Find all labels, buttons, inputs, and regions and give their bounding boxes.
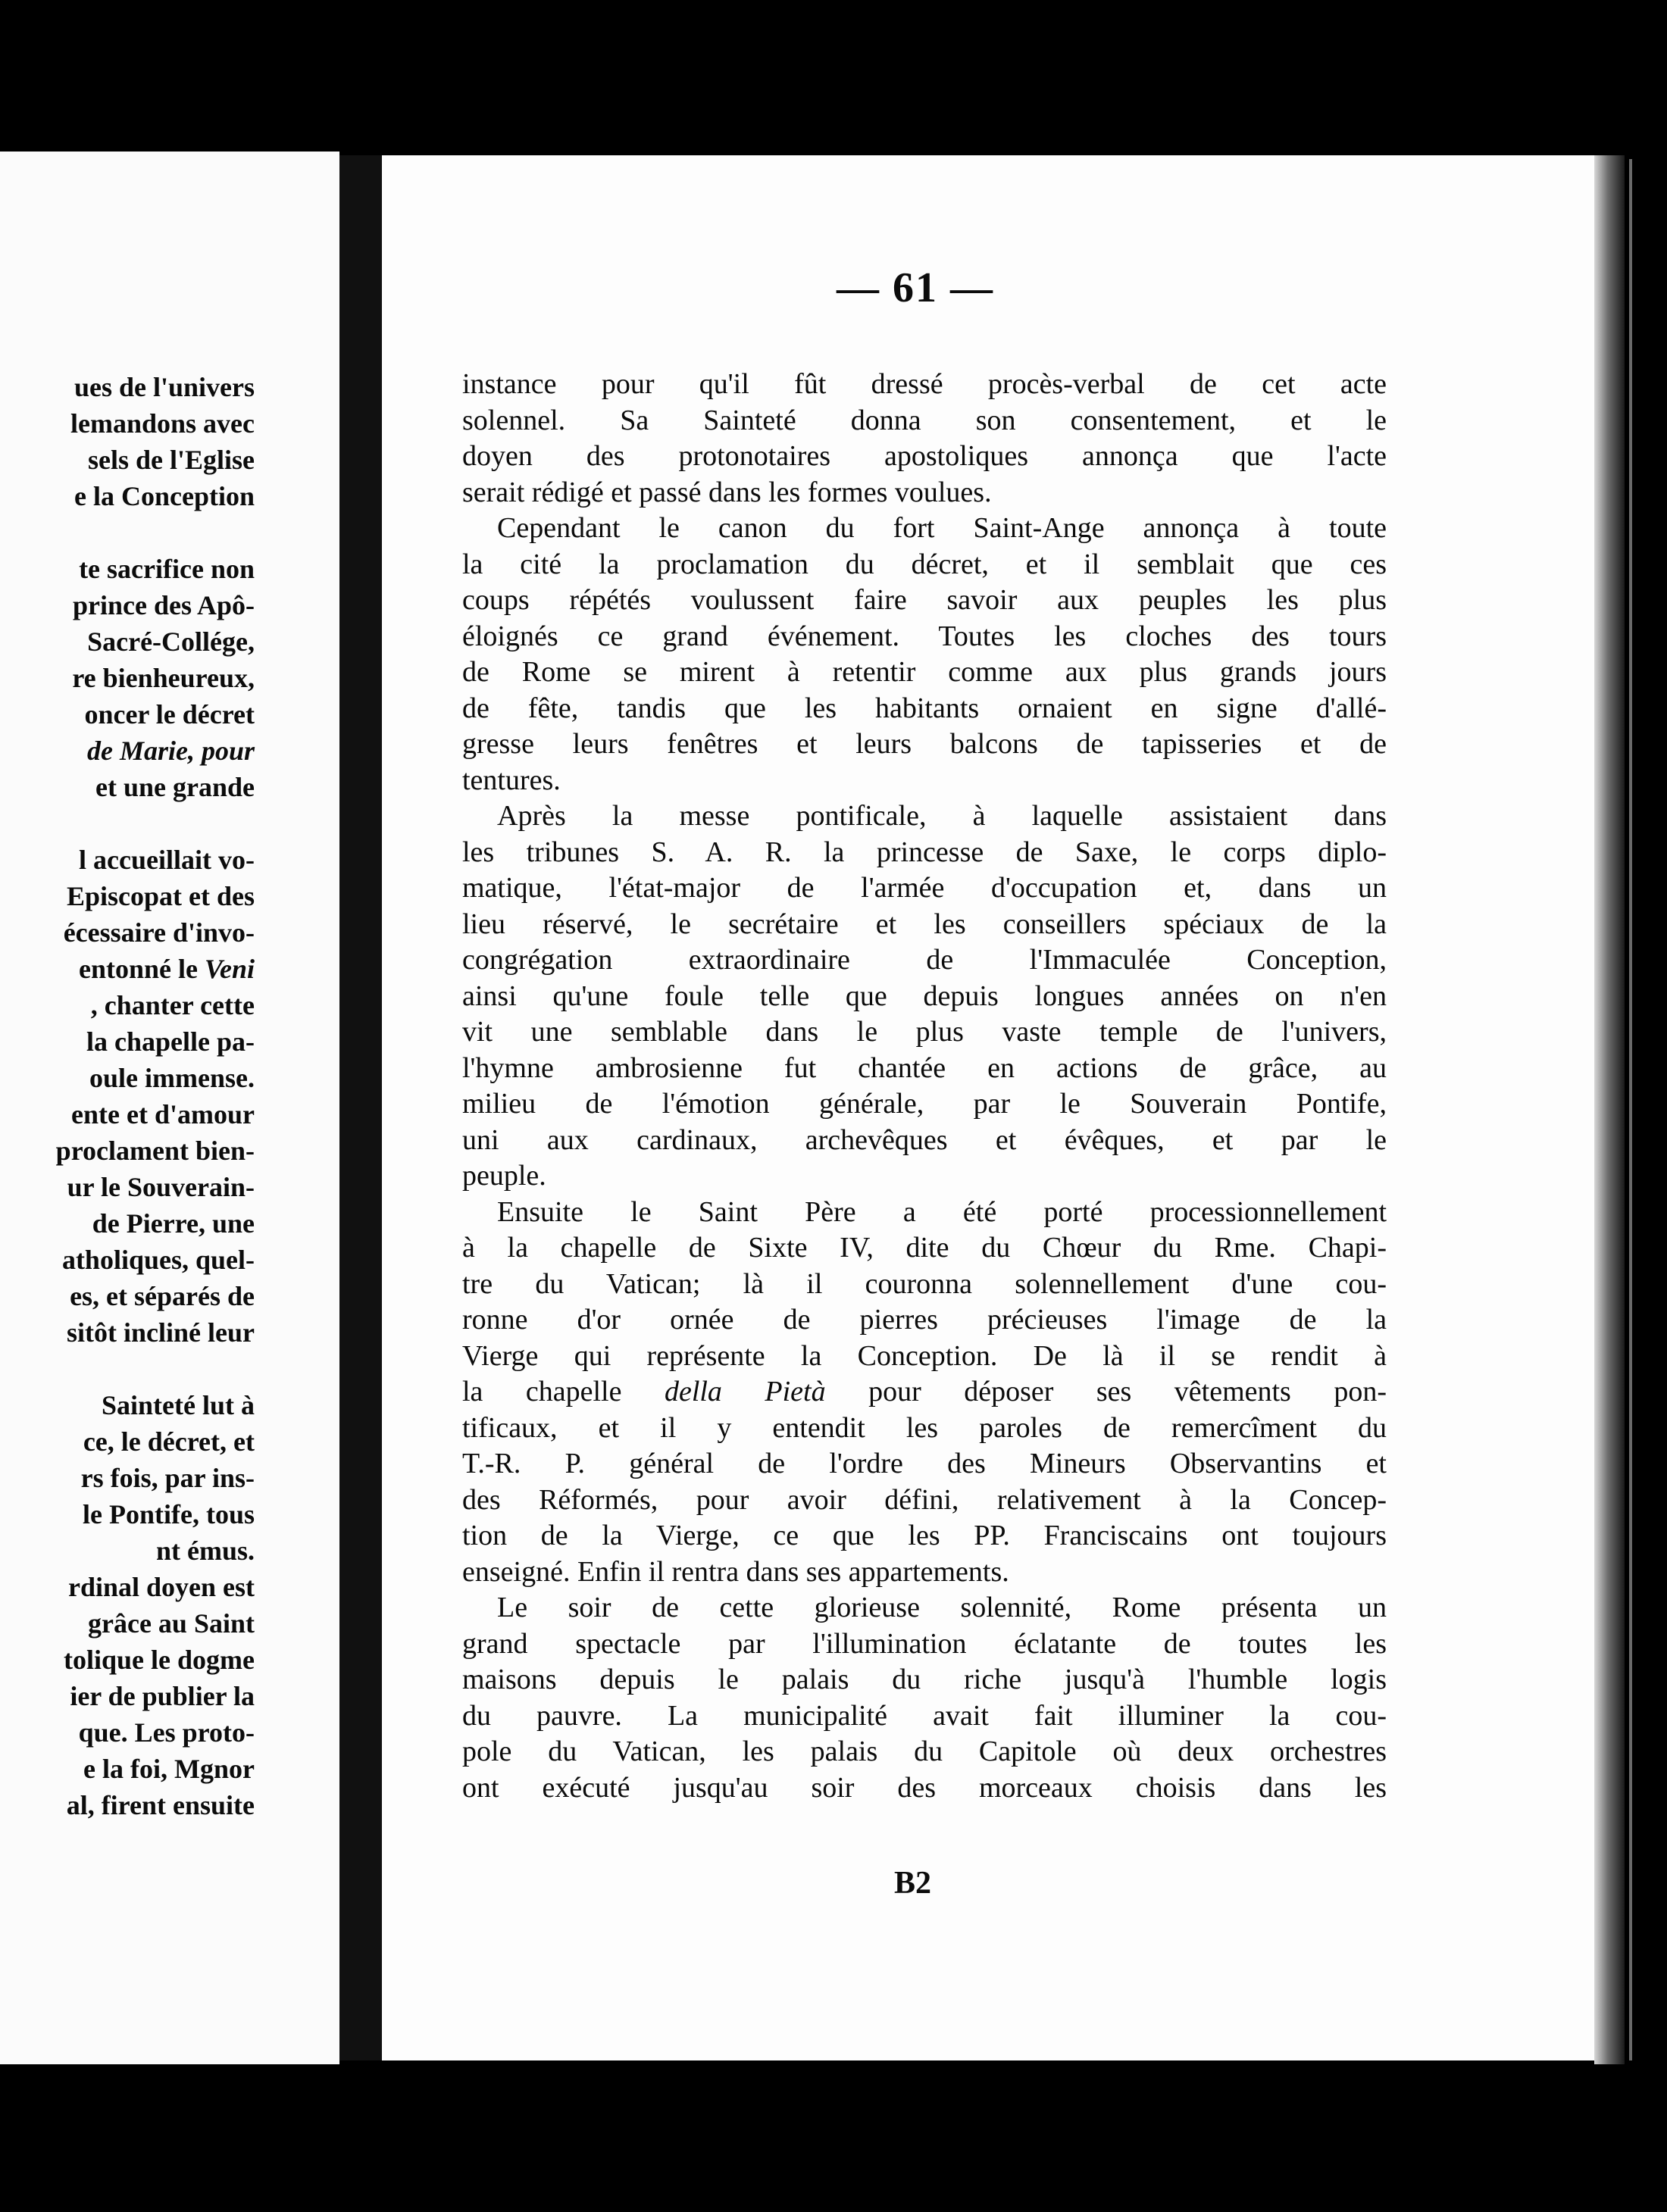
text-line: ronne d'or ornée de pierres précieuses l'image de la (462, 1304, 1387, 1336)
left-line: écessaire d'invo- (63, 917, 255, 948)
left-line: atholiques, quel- (61, 1245, 255, 1275)
text-line: ainsi qu'une foule telle que depuis longues années on n'en (462, 979, 1387, 1012)
text-line: du pauvre. La municipalité avait fait illuminer la cou- (462, 1699, 1387, 1732)
left-line: oule immense. (89, 1063, 255, 1093)
left-line: nt émus. (155, 1536, 255, 1566)
text-line: ont exécuté jusqu'au soir des morceaux choisis dans les (462, 1771, 1387, 1804)
text-line: de Rome se mirent à retentir comme aux plus grands jours (462, 656, 1387, 688)
text-line: Cependant le canon du fort Saint-Ange annonça à toute (497, 512, 1387, 544)
page-body (462, 367, 1387, 1806)
left-line: Sainteté lut à (102, 1390, 255, 1420)
left-page-text (0, 152, 255, 1820)
text-line: doyen des protonotaires apostoliques annonça que l'acte (462, 440, 1387, 472)
text-line: coups répétés voulussent faire savoir aux peuples les plus (462, 584, 1387, 616)
text-line: Vierge qui représente la Conception. De là il se rendit à (462, 1339, 1387, 1372)
left-line: al, firent ensuite (66, 1790, 255, 1820)
left-line: rdinal doyen est (67, 1572, 255, 1602)
left-line: ente et d'amour (71, 1099, 255, 1129)
left-line: Episcopat et des (66, 881, 255, 911)
left-line: la chapelle pa- (86, 1026, 255, 1057)
left-line: e la Conception (74, 481, 255, 511)
text-line: des Réformés, pour avoir défini, relativement à la Concep- (462, 1483, 1387, 1516)
text-line: gresse leurs fenêtres et leurs balcons de tapisseries et de (462, 728, 1387, 760)
text-line: de fête, tandis que les habitants ornaient en signe d'allé- (462, 692, 1387, 724)
text-line: grand spectacle par l'illumination éclatante de toutes les (462, 1627, 1387, 1660)
text-line: à la chapelle de Sixte IV, dite du Chœur du Rme. Chapi- (462, 1232, 1387, 1264)
left-line: de Marie, pour (86, 736, 255, 766)
signature-mark: B2 (894, 1866, 932, 1901)
text-line: milieu de l'émotion générale, par le Souverain Pontife, (462, 1088, 1387, 1120)
left-line: et une grande (95, 772, 255, 802)
text-line: maisons depuis le palais du riche jusqu'à l'humble logis (462, 1664, 1387, 1695)
page-edge-line (1629, 159, 1632, 2060)
text-line: éloignés ce grand événement. Toutes les cloches des tours (462, 620, 1387, 652)
left-line: ues de l'univers (73, 372, 255, 402)
text-line: peuple. (462, 1160, 546, 1192)
left-line: le Pontife, tous (83, 1499, 255, 1529)
text-line: Le soir de cette glorieuse solennité, Rome présenta un (497, 1592, 1387, 1623)
text-line: vit une semblable dans le plus vaste temple de l'univers, (462, 1016, 1387, 1048)
text-line: les tribunes S. A. R. la princesse de Saxe, le corps diplo- (462, 836, 1387, 868)
left-line: sels de l'Eglise (87, 445, 255, 475)
left-line: ier de publier la (70, 1681, 255, 1711)
left-line: entonné le Veni (78, 954, 255, 984)
text-line: pole du Vatican, les palais du Capitole où deux orchestres (462, 1736, 1387, 1767)
left-line: ce, le décret, et (83, 1426, 255, 1457)
left-line: grâce au Saint (88, 1608, 255, 1639)
book-gutter (339, 155, 382, 2060)
text-line: solennel. Sa Sainteté donna son consentement, et le (462, 404, 1387, 436)
page-edge-shadow (1594, 155, 1625, 2064)
left-line: Sacré-Collége, (87, 626, 255, 657)
left-line: tolique le dogme (64, 1645, 255, 1675)
text-line: T.-R. P. général de l'ordre des Mineurs Observantins et (462, 1448, 1387, 1479)
left-line: que. Les proto- (78, 1717, 255, 1748)
text-line: congrégation extraordinaire de l'Immaculée Conception, (462, 944, 1387, 976)
text-line: serait rédigé et passé dans les formes voulues. (462, 476, 992, 508)
left-line: l accueillait vo- (79, 845, 255, 875)
text-line: tentures. (462, 764, 561, 796)
text-line: l'hymne ambrosienne fut chantée en actions de grâce, au (462, 1051, 1387, 1084)
text-line: la cité la proclamation du décret, et il semblait que ces (462, 548, 1387, 580)
page-number: — 61 — (837, 264, 994, 311)
text-line: instance pour qu'il fût dressé procès-verbal de cet acte (462, 368, 1387, 400)
left-page (0, 152, 339, 2064)
left-line: de Pierre, une (92, 1208, 255, 1239)
text-line: Après la messe pontificale, à laquelle assistaient dans (497, 800, 1387, 832)
left-line: e la foi, Mgnor (83, 1754, 255, 1784)
text-line: matique, l'état-major de l'armée d'occupation et, dans un (462, 872, 1387, 904)
left-line: te sacrifice non (79, 554, 255, 584)
left-line: ur le Souverain- (67, 1172, 255, 1202)
text-line: tificaux, et il y entendit les paroles de remercîment du (462, 1411, 1387, 1444)
text-line: Ensuite le Saint Père a été porté processionnellement (497, 1195, 1387, 1228)
text-line: uni aux cardinaux, archevêques et évêques, et par le (462, 1123, 1387, 1156)
left-line: , chanter cette (90, 990, 255, 1020)
text-line: enseigné. Enfin il rentra dans ses appartements. (462, 1555, 1009, 1588)
left-line: proclament bien- (55, 1136, 255, 1166)
left-line: prince des Apô- (72, 590, 255, 620)
text-line: la chapelle della Pietà pour déposer ses vêtements pon- (462, 1376, 1387, 1407)
left-line: es, et séparés de (70, 1281, 255, 1311)
left-line: lemandons avec (70, 408, 255, 439)
text-line: tre du Vatican; là il couronna solennellement d'une cou- (462, 1267, 1387, 1300)
left-line: sitôt incliné leur (67, 1317, 255, 1348)
left-line: rs fois, par ins- (80, 1463, 255, 1493)
text-line: lieu réservé, le secrétaire et les conseillers spéciaux de la (462, 908, 1387, 940)
left-line: re bienheureux, (72, 663, 255, 693)
text-line: tion de la Vierge, ce que les PP. Franciscains ont toujours (462, 1520, 1387, 1551)
left-line: oncer le décret (84, 699, 255, 730)
